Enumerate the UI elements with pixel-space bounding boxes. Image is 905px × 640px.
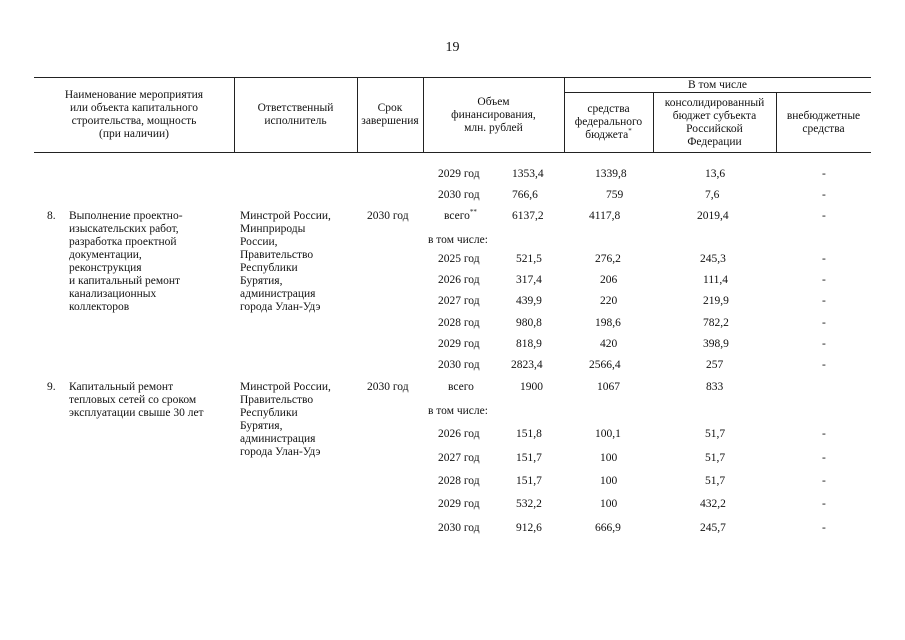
year-label: 2025 год bbox=[438, 253, 480, 265]
federal-value: 276,2 bbox=[595, 253, 621, 265]
year-label: 2028 год bbox=[438, 475, 480, 487]
item-deadline: 2030 год bbox=[367, 210, 409, 222]
federal-total: 1067 bbox=[597, 381, 620, 393]
extra-value: - bbox=[822, 359, 826, 371]
volume-value: 912,6 bbox=[516, 522, 542, 534]
year-label: 2030 год bbox=[438, 359, 480, 371]
volume-value: 980,8 bbox=[516, 317, 542, 329]
year-label: 2027 год bbox=[438, 295, 480, 307]
header-federal-text: средства федерального бюджета bbox=[574, 103, 643, 141]
header-name bbox=[34, 78, 234, 152]
header-volume-text: Объем финансирования, млн. рублей bbox=[451, 95, 536, 134]
regional-value: 219,9 bbox=[703, 295, 729, 307]
federal-value: 666,9 bbox=[595, 522, 621, 534]
volume-value: 532,2 bbox=[516, 498, 542, 510]
federal-value: 1339,8 bbox=[595, 168, 627, 180]
year-label: 2026 год bbox=[438, 428, 480, 440]
regional-value: 51,7 bbox=[705, 428, 726, 440]
volume-value: 439,9 bbox=[516, 295, 542, 307]
volume-value: 818,9 bbox=[516, 338, 542, 350]
header-volume bbox=[423, 78, 564, 152]
regional-value: 51,7 bbox=[705, 475, 726, 487]
including-label: в том числе: bbox=[428, 234, 488, 246]
regional-total: 2019,4 bbox=[697, 210, 729, 222]
total-label bbox=[444, 210, 477, 223]
volume-value: 1353,4 bbox=[512, 168, 544, 180]
header-responsible bbox=[234, 78, 357, 152]
total-label: всего bbox=[448, 381, 474, 393]
federal-value: 206 bbox=[600, 274, 618, 286]
federal-value: 100 bbox=[600, 452, 618, 464]
federal-value: 100 bbox=[600, 475, 618, 487]
including-label: в том числе: bbox=[428, 405, 488, 417]
item-responsible: Минстрой России, Минприроды России, Правительство Республики Бурятия, администрация города Улан-Удэ bbox=[240, 210, 331, 313]
volume-value: 521,5 bbox=[516, 253, 542, 265]
year-label: 2029 год bbox=[438, 498, 480, 510]
header-including bbox=[564, 78, 871, 92]
volume-value: 151,7 bbox=[516, 475, 542, 487]
extra-value: - bbox=[822, 253, 826, 265]
regional-value: 51,7 bbox=[705, 452, 726, 464]
header-including-text: В том числе bbox=[688, 78, 747, 91]
volume-value: 317,4 bbox=[516, 274, 542, 286]
extra-value: - bbox=[822, 338, 826, 350]
extra-value: - bbox=[822, 475, 826, 487]
header-regional-text: консолидированный бюджет субъекта Российской Федерации bbox=[664, 96, 765, 148]
federal-value: 220 bbox=[600, 295, 618, 307]
volume-value: 766,6 bbox=[512, 189, 538, 201]
item-deadline: 2030 год bbox=[367, 381, 409, 393]
volume-value: 151,8 bbox=[516, 428, 542, 440]
extra-value: - bbox=[822, 522, 826, 534]
header-responsible-text: Ответственный исполнитель bbox=[257, 102, 334, 127]
item-name: Капитальный ремонт тепловых сетей со сроком эксплуатации свыше 30 лет bbox=[69, 381, 204, 419]
item-responsible: Минстрой России, Правительство Республики Бурятия, администрация города Улан-Удэ bbox=[240, 381, 331, 458]
header-federal bbox=[564, 93, 653, 152]
regional-value: 245,3 bbox=[700, 253, 726, 265]
regional-value: 257 bbox=[706, 359, 724, 371]
federal-total: 4117,8 bbox=[589, 210, 621, 222]
year-label: 2028 год bbox=[438, 317, 480, 329]
total-label-text: всего bbox=[444, 210, 470, 222]
year-label: 2030 год bbox=[438, 189, 480, 201]
regional-value: 13,6 bbox=[705, 168, 726, 180]
header-federal-mark: * bbox=[628, 127, 632, 136]
federal-value: 100,1 bbox=[595, 428, 621, 440]
federal-value: 100 bbox=[600, 498, 618, 510]
year-label: 2026 год bbox=[438, 274, 480, 286]
header-bottom-rule bbox=[34, 152, 871, 153]
item-name: Выполнение проектно- изыскательских работ, разработка проектной документации, реконструкция и капитальный ремонт канализационных коллекторов bbox=[69, 210, 183, 313]
item-number: 9. bbox=[47, 381, 56, 393]
regional-value: 398,9 bbox=[703, 338, 729, 350]
volume-total: 6137,2 bbox=[512, 210, 544, 222]
extra-total: - bbox=[822, 210, 826, 222]
regional-value: 245,7 bbox=[700, 522, 726, 534]
extra-value: - bbox=[822, 274, 826, 286]
extra-value: - bbox=[822, 317, 826, 329]
header-deadline bbox=[357, 78, 423, 152]
extra-value: - bbox=[822, 452, 826, 464]
header-extra bbox=[776, 93, 871, 152]
total-label-mark: ** bbox=[469, 208, 477, 217]
year-label: 2029 год bbox=[438, 168, 480, 180]
regional-value: 111,4 bbox=[703, 274, 729, 286]
federal-value: 759 bbox=[606, 189, 624, 201]
regional-value: 782,2 bbox=[703, 317, 729, 329]
volume-value: 151,7 bbox=[516, 452, 542, 464]
extra-value: - bbox=[822, 428, 826, 440]
extra-value: - bbox=[822, 498, 826, 510]
volume-total: 1900 bbox=[520, 381, 543, 393]
page-number: 19 bbox=[445, 40, 460, 55]
extra-value: - bbox=[822, 168, 826, 180]
year-label: 2027 год bbox=[438, 452, 480, 464]
federal-value: 198,6 bbox=[595, 317, 621, 329]
regional-value: 7,6 bbox=[705, 189, 720, 201]
extra-value: - bbox=[822, 295, 826, 307]
header-deadline-text: Срок завершения bbox=[361, 102, 419, 127]
volume-value: 2823,4 bbox=[511, 359, 543, 371]
header-name-text: Наименование мероприятия или объекта капитального строительства, мощность (при наличии) bbox=[64, 89, 204, 140]
federal-value: 2566,4 bbox=[589, 359, 621, 371]
regional-value: 432,2 bbox=[700, 498, 726, 510]
header-extra-text: внебюджетные средства bbox=[786, 109, 861, 135]
federal-value: 420 bbox=[600, 338, 618, 350]
item-number: 8. bbox=[47, 210, 56, 222]
extra-value: - bbox=[822, 189, 826, 201]
year-label: 2029 год bbox=[438, 338, 480, 350]
header-regional bbox=[653, 93, 776, 152]
year-label: 2030 год bbox=[438, 522, 480, 534]
regional-total: 833 bbox=[706, 381, 724, 393]
